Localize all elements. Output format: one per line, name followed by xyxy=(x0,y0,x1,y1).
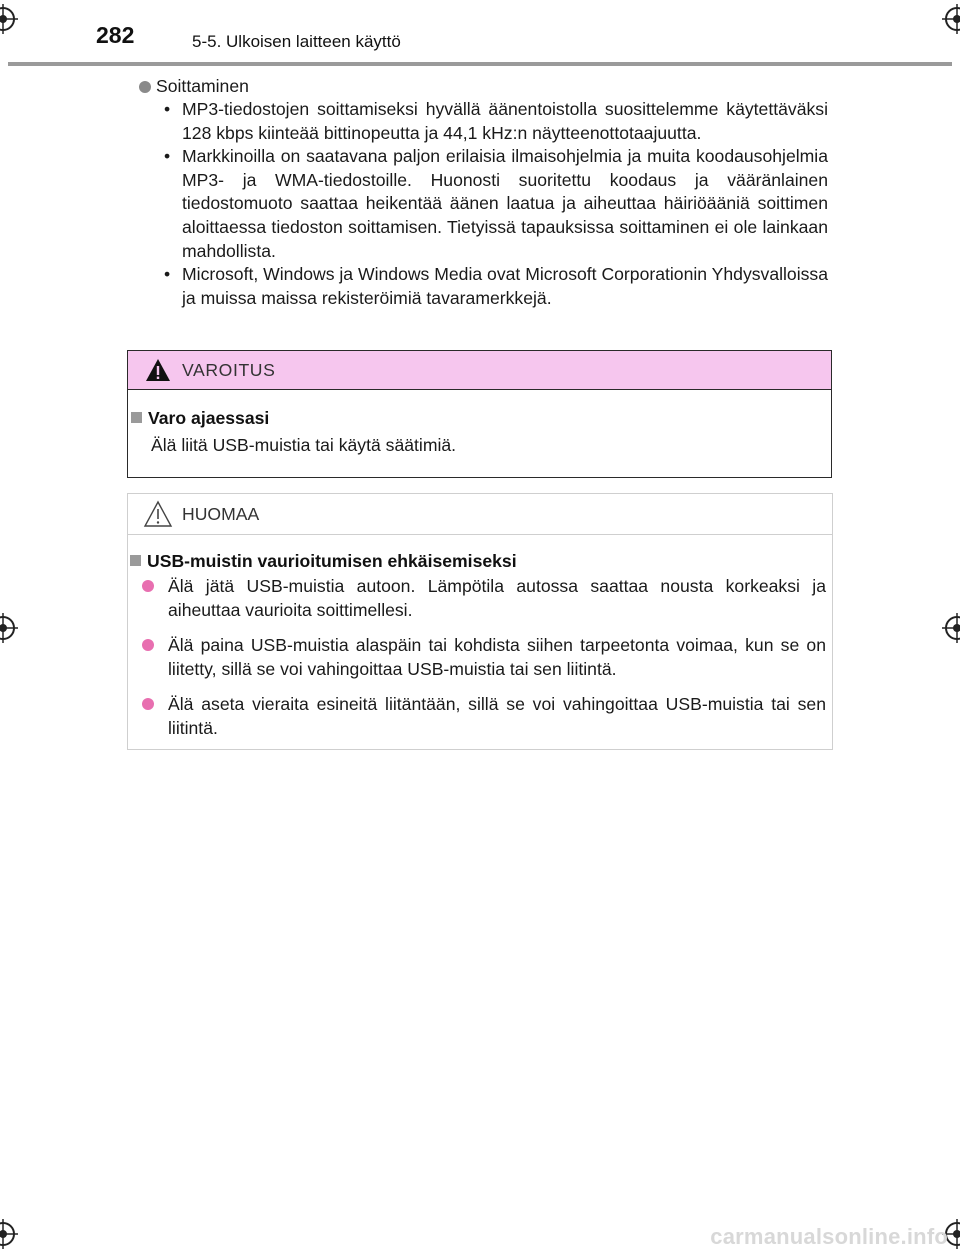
bullet-list xyxy=(162,98,828,310)
list-item-text: MP3-tiedostojen soittamiseksi hyvällä äänentoistolla suosittelemme käytettäväksi 128 kbps kiinteää bittinopeutta ja 44,1 kHz:n näytteenottotaajuutta. xyxy=(182,99,828,143)
warning-box xyxy=(127,350,832,478)
list-item-text: Älä aseta vieraita esineitä liitäntään, sillä se voi vahingoittaa USB-muistia tai sen liitintä. xyxy=(168,694,826,738)
list-item xyxy=(162,263,828,310)
bullet-dot-icon xyxy=(142,580,154,592)
list-item xyxy=(162,98,828,145)
list-item-text: Älä jätä USB-muistia autoon. Lämpötila autossa saattaa nousta korkeaksi ja aiheuttaa vaurioita soittimellesi. xyxy=(168,576,826,620)
list-item xyxy=(140,574,826,622)
registration-mark-icon xyxy=(0,1219,18,1249)
notice-header xyxy=(128,494,832,535)
notice-title: HUOMAA xyxy=(182,504,260,524)
bullet-icon: • xyxy=(164,264,171,285)
warning-heading-text: Varo ajaessasi xyxy=(148,408,270,428)
list-item xyxy=(140,692,826,740)
warning-heading xyxy=(131,408,269,429)
section-title: 5-5. Ulkoisen laitteen käyttö xyxy=(192,32,401,51)
warning-title: VAROITUS xyxy=(182,360,276,380)
header-divider xyxy=(8,62,952,66)
registration-mark-icon xyxy=(0,4,18,34)
watermark: carmanualsonline.info xyxy=(710,1224,948,1249)
list-item-text: Älä paina USB-muistia alaspäin tai kohdista siihen tarpeetonta voimaa, kun se on liitetty, sillä se voi vahingoittaa USB-muistia tai sen liitintä. xyxy=(168,635,826,679)
registration-mark-icon xyxy=(0,613,18,643)
bullet-icon: • xyxy=(164,99,171,119)
registration-mark-icon xyxy=(942,4,960,34)
lead-heading xyxy=(139,74,249,98)
bullet-dot-icon xyxy=(139,81,151,93)
notice-heading-text: USB-muistin vaurioitumisen ehkäisemiseksi xyxy=(147,551,517,571)
list-item-text: Markkinoilla on saatavana paljon erilaisia ilmaisohjelmia ja muita koodausohjelmia MP3- ja WMA-tiedostoille. Huonosti suoritettu koodaus ja vääränlainen tiedostomuoto saattaa heikentää äänen laatua ja aiheuttaa häiriöääniä soittimen aloittaessa tiedoston soittamisen. Tietyissä tapauksissa soittaminen ei ole lainkaan mahdollista. xyxy=(182,146,828,261)
warning-triangle-icon xyxy=(145,358,171,387)
lead-heading-text: Soittaminen xyxy=(156,76,249,96)
notice-list xyxy=(140,574,826,751)
notice-heading xyxy=(130,551,517,572)
list-item-text: Microsoft, Windows ja Windows Media ovat Microsoft Corporationin Yhdysvalloissa ja muissa maissa rekisteröimiä tavaramerkkejä. xyxy=(182,264,829,308)
list-item xyxy=(162,145,828,263)
bullet-dot-icon xyxy=(142,698,154,710)
registration-mark-icon xyxy=(942,613,960,643)
warning-text: Älä liitä USB-muistia tai käytä säätimiä. xyxy=(151,435,457,455)
bullet-dot-icon xyxy=(142,639,154,651)
notice-triangle-icon xyxy=(143,500,173,533)
bullet-icon: • xyxy=(164,146,171,167)
list-item xyxy=(140,633,826,681)
page-number: 282 xyxy=(96,22,135,48)
warning-header xyxy=(128,351,831,390)
square-bullet-icon xyxy=(130,555,141,566)
notice-box xyxy=(127,493,833,750)
square-bullet-icon xyxy=(131,412,142,423)
